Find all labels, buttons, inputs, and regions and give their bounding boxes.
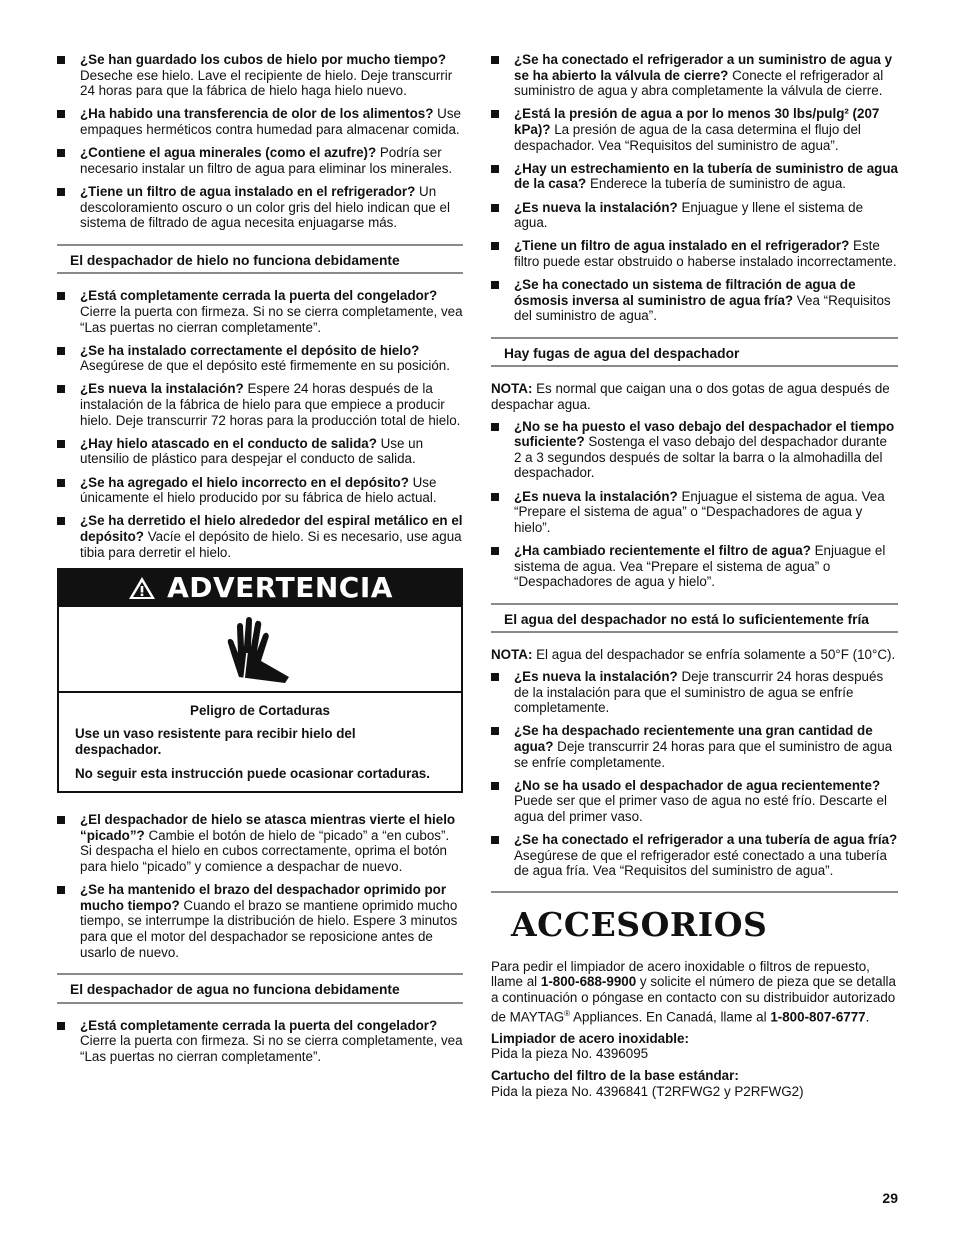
cleaner-info (491, 1031, 898, 1062)
phone-us: 1-800-688-9900 (540, 974, 637, 990)
square-bullet-icon (491, 242, 499, 250)
square-bullet-icon (491, 547, 499, 555)
answer-text: Cambie el botón de hielo de “picado” a “en cubos”. Si despacha el hielo en cubos correctamente, oprima el botón para hielo “picado” y comience a despachar de nuevo. (80, 827, 450, 874)
square-bullet-icon (57, 816, 65, 824)
question-text: ¿Se ha agregado el hielo incorrecto en el depósito? (80, 474, 409, 490)
registered-mark: ® (564, 1008, 571, 1018)
filter-part: Pida la pieza No. 4396841 (T2RFWG2 y P2RFWG2) (491, 1083, 804, 1099)
answer-text: Este filtro puede estar obstruido o haberse instalado incorrectamente. (514, 238, 897, 269)
list-item (57, 1018, 463, 1065)
list-item (57, 288, 463, 335)
list-item (491, 52, 898, 99)
section-heading-ice-dispenser: El despachador de hielo no funciona debidamente (57, 244, 463, 275)
square-bullet-icon (57, 517, 65, 525)
warning-body (59, 693, 461, 791)
troubleshooting-list (491, 669, 898, 879)
note-label: NOTA: (491, 647, 533, 663)
question-text: ¿Contiene el agua minerales (como el azufre)? (80, 145, 377, 161)
square-bullet-icon (491, 782, 499, 790)
list-item (57, 475, 463, 506)
answer-text: Vea “Requisitos del suministro de agua”. (514, 292, 891, 324)
question-text: ¿El despachador de hielo se atasca mientras vierte el hielo “picado”? (80, 812, 456, 843)
list-item (57, 381, 463, 428)
accessories-title: ACCESORIOS (511, 904, 768, 944)
square-bullet-icon (57, 188, 65, 196)
cleaner-part: Pida la pieza No. 4396095 (491, 1046, 649, 1062)
question-text: ¿Ha habido una transferencia de olor de los alimentos? (80, 106, 434, 122)
troubleshooting-list (57, 1018, 463, 1065)
list-item (491, 832, 898, 879)
section-heading-water-dispenser: El despachador de agua no funciona debidamente (57, 973, 463, 1004)
question-text: ¿Se ha despachado recientemente una gran cantidad de agua? (514, 723, 873, 754)
note-cold (491, 647, 898, 663)
answer-text: Use empaques herméticos contra humedad para almacenar comida. (80, 106, 461, 137)
list-item (491, 723, 898, 770)
answer-text: Cuando el brazo se mantiene oprimido mucho tiempo, se interrumpe la distribución de hielo. Espere 3 minutos para que el motor del despachador se reposicione antes de usarlo de nuevo. (80, 897, 458, 960)
answer-text: Cierre la puerta con firmeza. Si no se cierra completamente, vea “Las puertas no cierran completamente”. (80, 1033, 463, 1064)
list-item (491, 161, 898, 192)
question-text: ¿Se ha derretido el hielo alrededor del espiral metálico en el depósito? (80, 513, 463, 544)
warning-title: ADVERTENCIA (167, 571, 393, 605)
filter-label: Cartucho del filtro de la base estándar: (491, 1067, 739, 1083)
square-bullet-icon (57, 886, 65, 894)
troubleshooting-list (57, 52, 463, 231)
question-text: ¿Se ha conectado el refrigerador a una tubería de agua fría? (514, 832, 898, 848)
left-column (57, 52, 463, 1072)
square-bullet-icon (491, 836, 499, 844)
answer-text: Deje transcurrir 24 horas para que el suministro de agua se enfríe completamente. (514, 738, 893, 770)
square-bullet-icon (491, 204, 499, 212)
question-text: ¿Hay un estrechamiento en la tubería de suministro de agua de la casa? (514, 160, 898, 192)
answer-text: Deje transcurrir 24 horas después de la instalación para que el suministro de agua se enfríe completamente. (514, 668, 884, 716)
list-item (57, 184, 463, 231)
hazard-name: Peligro de Cortaduras (190, 702, 330, 718)
square-bullet-icon (491, 56, 499, 64)
warning-triangle-icon (127, 575, 157, 601)
intro-text: y solicite el número de pieza que se detalla a continuación o póngase en contacto con su distribuidor autorizado de MAYTAG (491, 974, 896, 1025)
square-bullet-icon (57, 440, 65, 448)
troubleshooting-list (491, 52, 898, 324)
warning-consequence: No seguir esta instrucción puede ocasionar cortaduras. (75, 765, 430, 781)
list-item (491, 277, 898, 324)
troubleshooting-list (491, 419, 898, 590)
warning-instruction: Use un vaso resistente para recibir hielo del despachador. (75, 726, 356, 757)
list-item (57, 52, 463, 99)
question-text: ¿Ha cambiado recientemente el filtro de agua? (514, 543, 811, 558)
list-item (491, 106, 898, 153)
question-text: ¿Se ha instalado correctamente el depósito de hielo? (80, 342, 420, 358)
question-text: ¿Está la presión de agua a por lo menos 30 lbs/pulg² (207 kPa)? (514, 106, 880, 137)
list-item (491, 489, 898, 536)
square-bullet-icon (57, 149, 65, 157)
cut-hazard-hand-icon (225, 615, 295, 683)
square-bullet-icon (57, 292, 65, 300)
answer-text: Asegúrese de que el depósito esté firmemente en su posición. (80, 358, 450, 374)
accessories-intro (491, 959, 898, 1025)
warning-icon-area (59, 607, 461, 693)
list-item (57, 106, 463, 137)
answer-text: Deseche ese hielo. Lave el recipiente de hielo. Deje transcurrir 24 horas para que la fábrica de hielo haga hielo nuevo. (80, 67, 453, 99)
answer-text: Conecte el refrigerador al suministro de agua y abra completamente la válvula de cierre. (514, 67, 884, 99)
question-text: ¿Es nueva la instalación? (514, 668, 678, 684)
list-item (57, 812, 463, 874)
section-divider (491, 891, 898, 893)
question-text: ¿Está completamente cerrada la puerta del congelador? (80, 1017, 438, 1033)
answer-text: Enjuague y llene el sistema de agua. (514, 199, 864, 231)
list-item (491, 778, 898, 825)
note-text: El agua del despachador se enfría solamente a 50°F (10°C). (532, 647, 896, 663)
question-text: ¿Es nueva la instalación? (80, 381, 244, 397)
list-item (57, 513, 463, 560)
answer-text: Sostenga el vaso debajo del despachador durante 2 a 3 segundos después de soltar la barra o la almohadilla del despachador. (514, 434, 887, 481)
answer-text: Podría ser necesario instalar un filtro de agua para eliminar los minerales. (80, 145, 453, 176)
question-text: ¿Está completamente cerrada la puerta del congelador? (80, 288, 438, 304)
troubleshooting-list (57, 288, 463, 560)
troubleshooting-list (57, 812, 463, 960)
answer-text: Use únicamente el hielo producido por su fábrica de hielo actual. (80, 474, 437, 506)
square-bullet-icon (491, 727, 499, 735)
square-bullet-icon (57, 56, 65, 64)
answer-text: Enderece la tubería de suministro de agua. (586, 176, 847, 192)
question-text: ¿Se ha conectado el refrigerador a un suministro de agua y se ha abierto la válvula de cierre? (514, 52, 893, 83)
answer-text: Espere 24 horas después de la instalación de la fábrica de hielo para que empiece a producir hielo. Deje transcurrir 72 horas para la producción total de hielo. (80, 381, 461, 428)
page-number: 29 (882, 1190, 898, 1206)
note-text: Es normal que caigan una o dos gotas de agua después de despachar agua. (491, 381, 890, 413)
square-bullet-icon (491, 423, 499, 431)
answer-text: Enjuague el sistema de agua. Vea “Prepare el sistema de agua” o “Despachadores de agua y hielo”. (514, 543, 886, 590)
answer-text: Asegúrese de que el refrigerador esté conectado a una tubería de agua fría. Vea “Requisitos del suministro de agua”. (514, 847, 887, 879)
square-bullet-icon (57, 1022, 65, 1030)
square-bullet-icon (57, 347, 65, 355)
note-leak (491, 381, 898, 412)
question-text: ¿Tiene un filtro de agua instalado en el refrigerador? (514, 238, 850, 254)
list-item (57, 436, 463, 467)
intro-text: . (865, 1009, 870, 1025)
list-item (491, 543, 898, 590)
answer-text: Use un utensilio de plástico para despejar el conducto de salida. (80, 435, 424, 467)
list-item (57, 882, 463, 960)
question-text: ¿Tiene un filtro de agua instalado en el refrigerador? (80, 183, 416, 199)
intro-text: Appliances. En Canadá, llame al (570, 1009, 771, 1025)
list-item (491, 669, 898, 716)
question-text: ¿Se ha conectado un sistema de filtración de agua de ósmosis inversa al suministro de agua fría? (514, 277, 856, 308)
right-column (491, 52, 898, 1105)
answer-text: Cierre la puerta con firmeza. Si no se cierra completamente, vea “Las puertas no cierran completamente”. (80, 303, 463, 335)
cleaner-label: Limpiador de acero inoxidable: (491, 1030, 689, 1046)
square-bullet-icon (491, 493, 499, 501)
phone-canada: 1-800-807-6777 (770, 1009, 866, 1025)
answer-text: Enjuague el sistema de agua. Vea “Prepare el sistema de agua” o “Despachadores de agua y hielo”. (514, 488, 885, 535)
answer-text: Puede ser que el primer vaso de agua no esté frío. Descarte el agua del primer vaso. (514, 793, 887, 824)
square-bullet-icon (491, 110, 499, 118)
square-bullet-icon (491, 165, 499, 173)
filter-info (491, 1068, 898, 1099)
warning-box (57, 568, 463, 793)
square-bullet-icon (491, 673, 499, 681)
warning-banner (59, 570, 461, 607)
answer-text: La presión de agua de la casa determina el flujo del despachador. Vea “Requisitos del suministro de agua”. (514, 121, 861, 153)
list-item (491, 200, 898, 231)
section-heading-water-not-cold: El agua del despachador no está lo suficientemente fría (491, 603, 898, 634)
answer-text: Vacíe el depósito de hielo. Si es necesario, use agua tibia para derretir el hielo. (80, 529, 462, 560)
square-bullet-icon (57, 385, 65, 393)
question-text: ¿Es nueva la instalación? (514, 199, 678, 215)
list-item (491, 419, 898, 481)
square-bullet-icon (57, 110, 65, 118)
square-bullet-icon (491, 281, 499, 289)
note-label: NOTA: (491, 381, 533, 397)
question-text: ¿No se ha usado el despachador de agua recientemente? (514, 777, 881, 793)
list-item (57, 145, 463, 176)
question-text: ¿Es nueva la instalación? (514, 488, 678, 504)
question-text: ¿Se ha mantenido el brazo del despachador oprimido por mucho tiempo? (80, 882, 447, 913)
square-bullet-icon (57, 479, 65, 487)
question-text: ¿Hay hielo atascado en el conducto de salida? (80, 435, 377, 451)
intro-text: Para pedir el limpiador de acero inoxidable o filtros de repuesto, llame al (491, 958, 870, 990)
question-text: ¿Se han guardado los cubos de hielo por mucho tiempo? (80, 52, 447, 67)
list-item (491, 238, 898, 269)
list-item (57, 343, 463, 374)
section-heading-water-leaks: Hay fugas de agua del despachador (491, 337, 898, 368)
question-text: ¿No se ha puesto el vaso debajo del despachador el tiempo suficiente? (514, 418, 895, 450)
answer-text: Un descoloramiento oscuro o un color gris del hielo indican que el sistema de filtrado de agua necesita enjuagarse más. (80, 183, 450, 231)
